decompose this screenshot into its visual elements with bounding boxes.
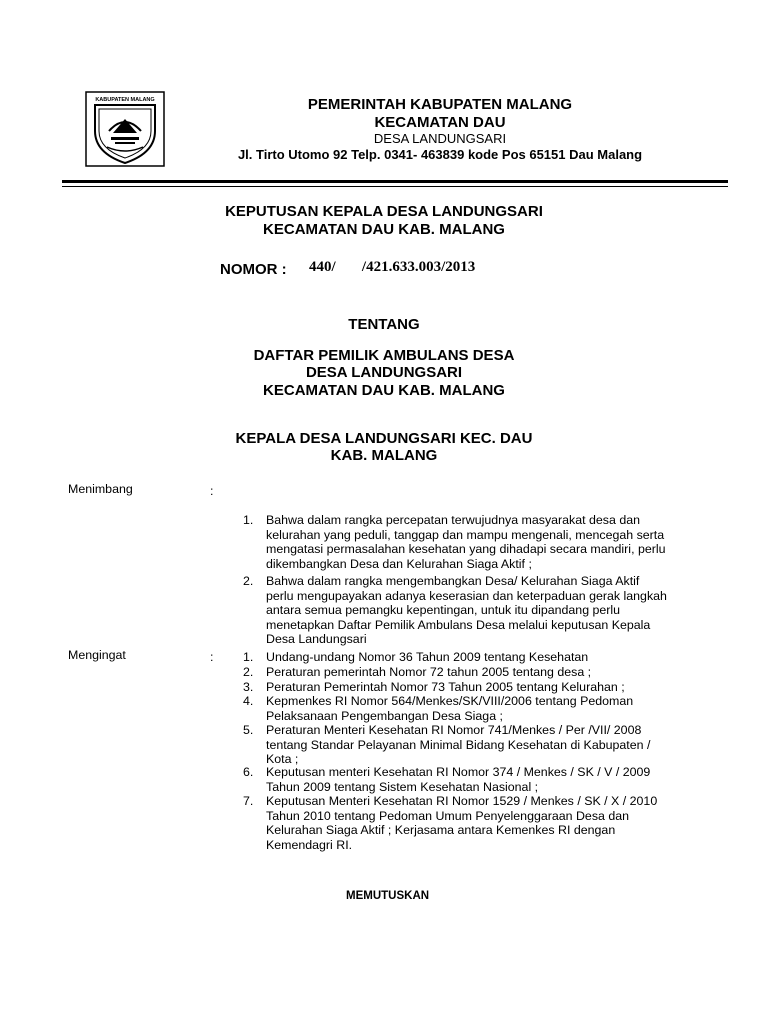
item-line: Pelaksanaan Pengembangan Desa Siaga ; — [266, 708, 503, 723]
about-label: TENTANG — [348, 316, 420, 333]
letterhead-divider-thin — [62, 186, 728, 187]
mengingat-item — [266, 680, 703, 695]
item-line: Kelurahan Siaga Aktif ; Kerjasama antara Kemenkes RI dengan — [266, 823, 616, 837]
item-line: antara semua pemangku kepentingan, untuk itu dipandang perlu — [266, 603, 621, 617]
menimbang-label: Menimbang — [68, 482, 133, 496]
mengingat-colon: : — [210, 650, 214, 664]
item-line: Kemendagri RI. — [266, 837, 353, 852]
mengingat-item-number: 4. — [243, 694, 254, 708]
mengingat-label: Mengingat — [68, 648, 126, 662]
item-line: perlu mengupayakan adanya keserasian dan keterpaduan gerak langkah — [266, 588, 667, 603]
item-line: mengatasi permasalahan kesehatan yang dihadapi secara mandiri, perlu — [266, 542, 666, 556]
mengingat-item — [266, 665, 703, 680]
mengingat-item-number: 2. — [243, 665, 254, 679]
item-line: Tahun 2010 tentang Pedoman Umum Penyelenggaraan Desa dan — [266, 808, 630, 823]
item-line: Peraturan Menteri Kesehatan RI Nomor 741/Menkes / Per /VII/ 2008 — [266, 723, 642, 737]
item-line: kelurahan yang peduli, tanggap dan mampu mengenali, mencegah serta — [266, 527, 665, 542]
menimbang-item — [266, 574, 703, 647]
mengingat-item — [266, 765, 703, 794]
item-line: dikembangkan Desa dan Kelurahan Siaga Aktif ; — [266, 556, 532, 571]
letterhead-district: KECAMATAN DAU — [374, 114, 506, 131]
menimbang-item-number: 1. — [243, 513, 254, 527]
letterhead-address: Jl. Tirto Utomo 92 Telp. 0341- 463839 kode Pos 65151 Dau Malang — [237, 147, 643, 162]
topic-line2: DESA LANDUNGSARI — [305, 364, 463, 381]
menimbang-colon: : — [210, 484, 214, 498]
letterhead-title: PEMERINTAH KABUPATEN MALANG — [307, 96, 573, 113]
mengingat-item-number: 7. — [243, 794, 254, 808]
mengingat-item — [266, 694, 703, 723]
item-line: Bahwa dalam rangka mengembangkan Desa/ Kelurahan Siaga Aktif — [266, 574, 640, 588]
decree-title-line1: KEPUTUSAN KEPALA DESA LANDUNGSARI — [225, 203, 543, 220]
decree-number-value: 440/ /421.633.003/2013 — [309, 259, 476, 275]
kabupaten-malang-emblem-icon — [85, 91, 165, 167]
mengingat-item — [266, 723, 703, 767]
item-line: Tahun 2009 tentang Sistem Kesehatan Nasional ; — [266, 779, 539, 794]
decree-title-line2: KECAMATAN DAU KAB. MALANG — [263, 221, 505, 238]
item-line: Kota ; — [266, 752, 299, 766]
letterhead-village: DESA LANDUNGSARI — [373, 131, 507, 146]
item-line: Desa Landungsari — [266, 632, 367, 646]
issuer-line1: KEPALA DESA LANDUNGSARI KEC. DAU — [235, 430, 533, 447]
mengingat-item — [266, 794, 703, 852]
item-line: Undang-undang Nomor 36 Tahun 2009 tentang Kesehatan — [266, 650, 589, 664]
mengingat-item-number: 6. — [243, 765, 254, 779]
item-line: Keputusan Menteri Kesehatan RI Nomor 1529 / Menkes / SK / X / 2010 — [266, 794, 658, 808]
item-line: Peraturan pemerintah Nomor 72 tahun 2005 tentang desa ; — [266, 665, 592, 679]
mengingat-item-number: 1. — [243, 650, 254, 664]
issuer-line2: KAB. MALANG — [330, 447, 438, 464]
mengingat-item-number: 3. — [243, 680, 254, 694]
item-line: Keputusan menteri Kesehatan RI Nomor 374 / Menkes / SK / V / 2009 — [266, 765, 651, 779]
item-line: menetapkan Daftar Pemilik Ambulans Desa melalui keputusan Kepala — [266, 617, 651, 632]
item-line: Peraturan Pemerintah Nomor 73 Tahun 2005 tentang Kelurahan ; — [266, 680, 625, 694]
menimbang-item-number: 2. — [243, 574, 254, 588]
item-line: Bahwa dalam rangka percepatan terwujudnya masyarakat desa dan — [266, 513, 641, 527]
mengingat-item — [266, 650, 703, 665]
decision-label: MEMUTUSKAN — [346, 890, 430, 902]
decree-number-label: NOMOR : — [220, 261, 287, 278]
mengingat-item-number: 5. — [243, 723, 254, 737]
letterhead-divider-thick — [62, 180, 728, 183]
menimbang-item — [266, 513, 703, 571]
topic-line3: KECAMATAN DAU KAB. MALANG — [263, 382, 505, 399]
logo-caption: KABUPATEN MALANG — [95, 97, 155, 103]
topic-line1: DAFTAR PEMILIK AMBULANS DESA — [253, 347, 515, 364]
item-line: tentang Standar Pelayanan Minimal Bidang Kesehatan di Kabupaten / — [266, 737, 651, 752]
item-line: Kepmenkes RI Nomor 564/Menkes/SK/VIII/2006 tentang Pedoman — [266, 694, 634, 708]
